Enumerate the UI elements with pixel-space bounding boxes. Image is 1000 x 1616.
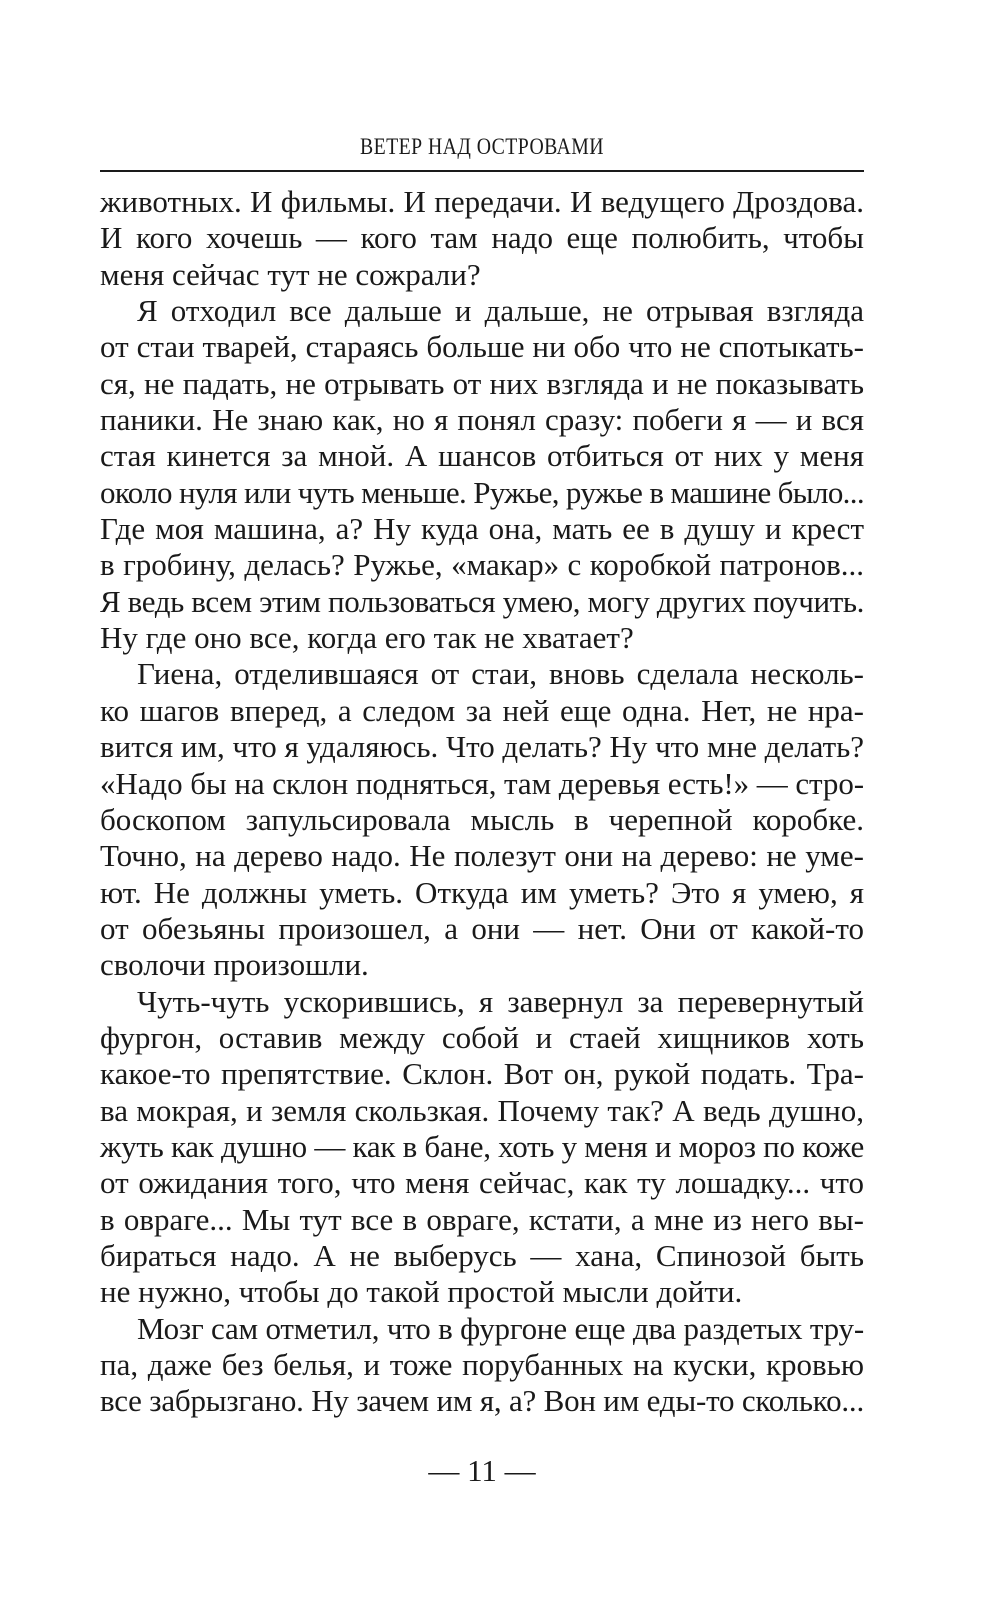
- text-line: ва мокрая, и земля скользкая. Почему так? А ведь душно,: [100, 1092, 864, 1128]
- text-line: Гиена, отделившаяся от стаи, вновь сделала несколь-: [137, 656, 864, 692]
- paragraph: [100, 656, 864, 983]
- text-line: ся, не падать, не отрывать от них взгляда и не показывать: [100, 365, 864, 401]
- text-line: Точно, на дерево надо. Не полезут они на дерево: не уме-: [100, 838, 864, 874]
- text-line: ют. Не должны уметь. Откуда им уметь? Это я умею, я: [100, 874, 864, 910]
- text-line: Я ведь всем этим пользоваться умею, могу других поучить.: [100, 583, 865, 619]
- text-line: Мозг сам отметил, что в фургоне еще два раздетых тру-: [137, 1310, 864, 1346]
- text-line: Я отходил все дальше и дальше, не отрывая взгляда: [137, 293, 864, 329]
- running-head: ВЕТЕР НАД ОСТРОВАМИ: [360, 134, 604, 159]
- paragraph: [100, 984, 864, 1311]
- text-line: животных. И фильмы. И передачи. И ведущего Дроздова.: [100, 184, 864, 219]
- header-rule: [100, 170, 864, 172]
- text-line: Ну где оно все, когда его так не хватает?: [100, 620, 634, 656]
- text-line: бираться надо. А не выберусь — хана, Спинозой быть: [100, 1237, 864, 1273]
- text-line: ко шагов вперед, а следом за ней еще одна. Нет, не нра-: [100, 692, 864, 728]
- text-line: Чуть-чуть ускорившись, я завернул за перевернутый: [137, 983, 864, 1019]
- paragraph: [100, 293, 864, 656]
- text-line: жуть как душно — как в бане, хоть у меня и мороз по коже: [100, 1128, 865, 1164]
- text-line: какое-то препятствие. Склон. Вот он, рукой подать. Тра-: [100, 1056, 864, 1092]
- text-line: от ожидания того, что меня сейчас, как ту лошадку... что: [100, 1165, 864, 1201]
- text-line: вится им, что я удаляюсь. Что делать? Ну что мне делать?: [100, 729, 865, 765]
- text-line: около нуля или чуть меньше. Ружье, ружье в машине было...: [100, 474, 865, 510]
- body-text: [100, 184, 864, 1420]
- text-line: сволочи произошли.: [100, 947, 369, 983]
- text-line: не нужно, чтобы до такой простой мысли дойти.: [100, 1274, 743, 1310]
- text-line: в гробину, делась? Ружье, «макар» с коробкой патронов...: [100, 547, 864, 583]
- text-line: па, даже без белья, и тоже порубанных на куски, кровью: [100, 1347, 864, 1382]
- text-line: паники. Не знаю как, но я понял сразу: побеги я — и вся: [100, 402, 864, 438]
- paragraph: [100, 184, 864, 293]
- paragraph: [100, 1311, 864, 1420]
- text-line: стая кинется за мной. А шансов отбиться от них у меня: [100, 438, 864, 474]
- text-line: «Надо бы на склон подняться, там деревья есть!» — стро-: [100, 765, 864, 801]
- page-number: — 11 —: [428, 1453, 536, 1488]
- text-line: от стаи тварей, стараясь больше ни обо что не спотыкать-: [100, 329, 864, 365]
- text-line: И кого хочешь — кого там надо еще полюбить, чтобы: [100, 220, 864, 256]
- text-line: боскопом запульсировала мысль в черепной коробке.: [100, 801, 864, 837]
- text-line: в овраге... Мы тут все в овраге, кстати, а мне из него вы-: [100, 1201, 864, 1237]
- text-line: все забрызгано. Ну зачем им я, а? Вон им еды-то сколько...: [100, 1383, 864, 1419]
- text-line: меня сейчас тут не сожрали?: [100, 256, 481, 292]
- text-line: от обезьяны произошел, а они — нет. Они от какой-то: [100, 910, 864, 946]
- text-line: Где моя машина, а? Ну куда она, мать ее в душу и крест: [100, 511, 864, 547]
- text-line: фургон, оставив между собой и стаей хищников хоть: [100, 1019, 864, 1055]
